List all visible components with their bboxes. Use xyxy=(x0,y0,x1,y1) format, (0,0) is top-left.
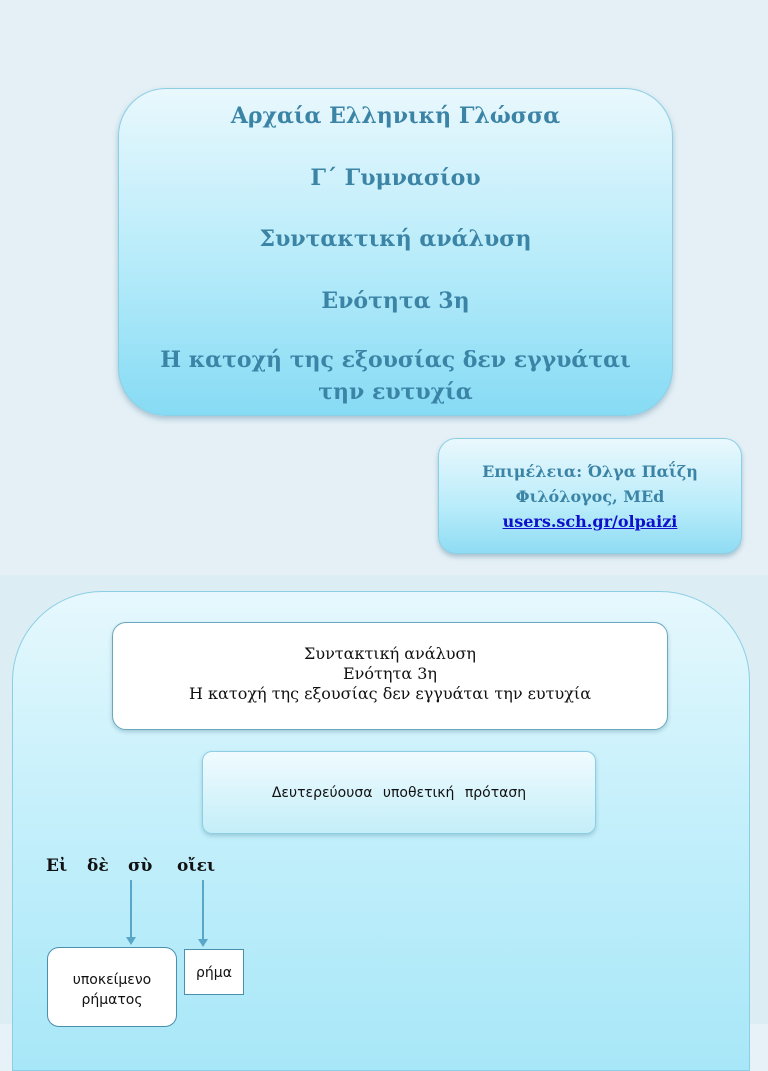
verb-label-box: ρήμα xyxy=(184,949,244,995)
word-ei: Εἰ xyxy=(46,856,68,876)
heading-lesson: Η κατοχή της εξουσίας δεν εγγυάται την ευτυχία xyxy=(189,684,591,703)
subject-label-line2: ρήματος xyxy=(81,992,143,1008)
author-box xyxy=(438,438,742,554)
title-unit: Ενότητα 3η xyxy=(321,288,470,314)
arrow-verb-line xyxy=(202,880,204,940)
title-lesson-line2: την ευτυχία xyxy=(318,379,473,405)
word-sy: σὺ xyxy=(128,856,153,876)
author-title: Φιλόλογος, MEd xyxy=(515,487,665,506)
title-lesson-line1: Η κατοχή της εξουσίας δεν εγγυάται xyxy=(160,347,631,373)
subject-label-box xyxy=(47,947,177,1027)
arrow-verb-head xyxy=(198,939,208,947)
slide-2 xyxy=(0,575,768,1024)
subject-label-line1: υποκείμενο xyxy=(72,972,152,988)
word-oiei: οἴει xyxy=(177,856,216,876)
author-name: Επιμέλεια: Όλγα Παΐζη xyxy=(482,462,698,481)
arrow-subject-head xyxy=(126,937,136,945)
arrow-subject-line xyxy=(130,880,132,938)
heading-box xyxy=(112,622,668,730)
title-grade: Γ΄ Γυμνασίου xyxy=(310,165,481,191)
author-website-link[interactable]: users.sch.gr/olpaizi xyxy=(502,512,678,531)
clause-type-box: Δευτερεύουσα υποθετική πρόταση xyxy=(202,751,596,834)
title-topic: Συντακτική ανάλυση xyxy=(259,226,532,252)
heading-unit: Ενότητα 3η xyxy=(343,664,437,683)
title-subject: Αρχαία Ελληνική Γλώσσα xyxy=(230,103,561,129)
heading-topic: Συντακτική ανάλυση xyxy=(304,644,476,663)
word-de: δὲ xyxy=(87,856,109,876)
title-box xyxy=(118,88,673,416)
